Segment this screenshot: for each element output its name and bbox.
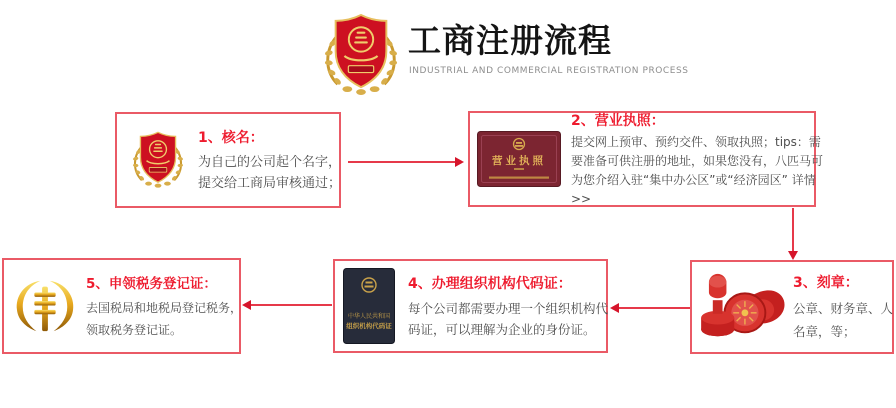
page-subtitle: INDUSTRIAL AND COMMERCIAL REGISTRATION PROCESS xyxy=(409,66,689,77)
arrowhead-right-icon xyxy=(455,157,464,167)
saic-emblem-badge-icon xyxy=(131,130,185,190)
header xyxy=(322,12,689,98)
org-book-title-line: 组织机构代码证 xyxy=(346,322,392,330)
arrowhead-left-icon xyxy=(242,300,251,310)
step-5-text xyxy=(86,272,246,341)
step-2-text xyxy=(571,110,823,209)
step-2-box xyxy=(468,111,824,207)
license-book-title: 营业执照 xyxy=(492,155,546,167)
arrow-step3-to-step4 xyxy=(612,307,690,309)
step-3-box xyxy=(690,260,894,354)
step-4-text xyxy=(408,273,614,340)
step-5-body: 去国税局和地税局登记税务，领取税务登记证。 xyxy=(86,300,243,337)
step-4-title: 4、办理组织机构代码证： xyxy=(408,275,572,292)
step-3-body: 公章、财务章、人名章，等； xyxy=(793,300,894,339)
organization-code-certificate-book-icon xyxy=(343,268,395,344)
details-link[interactable]: 详情 >> xyxy=(571,172,816,206)
business-license-book-icon xyxy=(477,131,561,187)
red-company-stamps-icon xyxy=(696,271,788,343)
arrowhead-left-icon xyxy=(610,303,619,313)
step-1-body: 为自己的公司起个名字，提交给工商局审核通过； xyxy=(198,154,342,191)
saic-emblem-badge-icon xyxy=(322,12,400,98)
arrow-step1-to-step2 xyxy=(348,161,462,163)
org-book-country-line: 中华人民共和国 xyxy=(347,313,391,320)
step-5-box xyxy=(2,258,241,354)
page-title: 工商注册流程 xyxy=(408,21,612,60)
arrowhead-down-icon xyxy=(788,251,798,260)
arrow-step4-to-step5 xyxy=(244,304,332,306)
step-1-box xyxy=(115,112,341,208)
step-2-body: 提交网上预审、预约交件、领取执照；tips：需要准备可供注册的地址，如果您没有，八匹马可为您介绍入驻“集中办公区”或“经济园区” 详情 >> xyxy=(571,134,824,206)
step-4-body: 每个公司都需要办理一个组织机构代码证，可以理解为企业的身份证。 xyxy=(408,300,609,337)
step-4-box xyxy=(333,259,608,353)
step-2-title: 2、营业执照： xyxy=(571,112,665,129)
tax-bureau-emblem-icon xyxy=(13,277,77,335)
arrow-step2-to-step3 xyxy=(792,208,794,258)
step-3-text xyxy=(793,272,896,343)
step-1-text xyxy=(198,127,346,194)
step-3-title: 3、刻章： xyxy=(793,274,859,291)
step-1-title: 1、核名： xyxy=(198,129,264,146)
header-text xyxy=(408,12,689,76)
step-5-title: 5、申领税务登记证： xyxy=(86,275,217,292)
